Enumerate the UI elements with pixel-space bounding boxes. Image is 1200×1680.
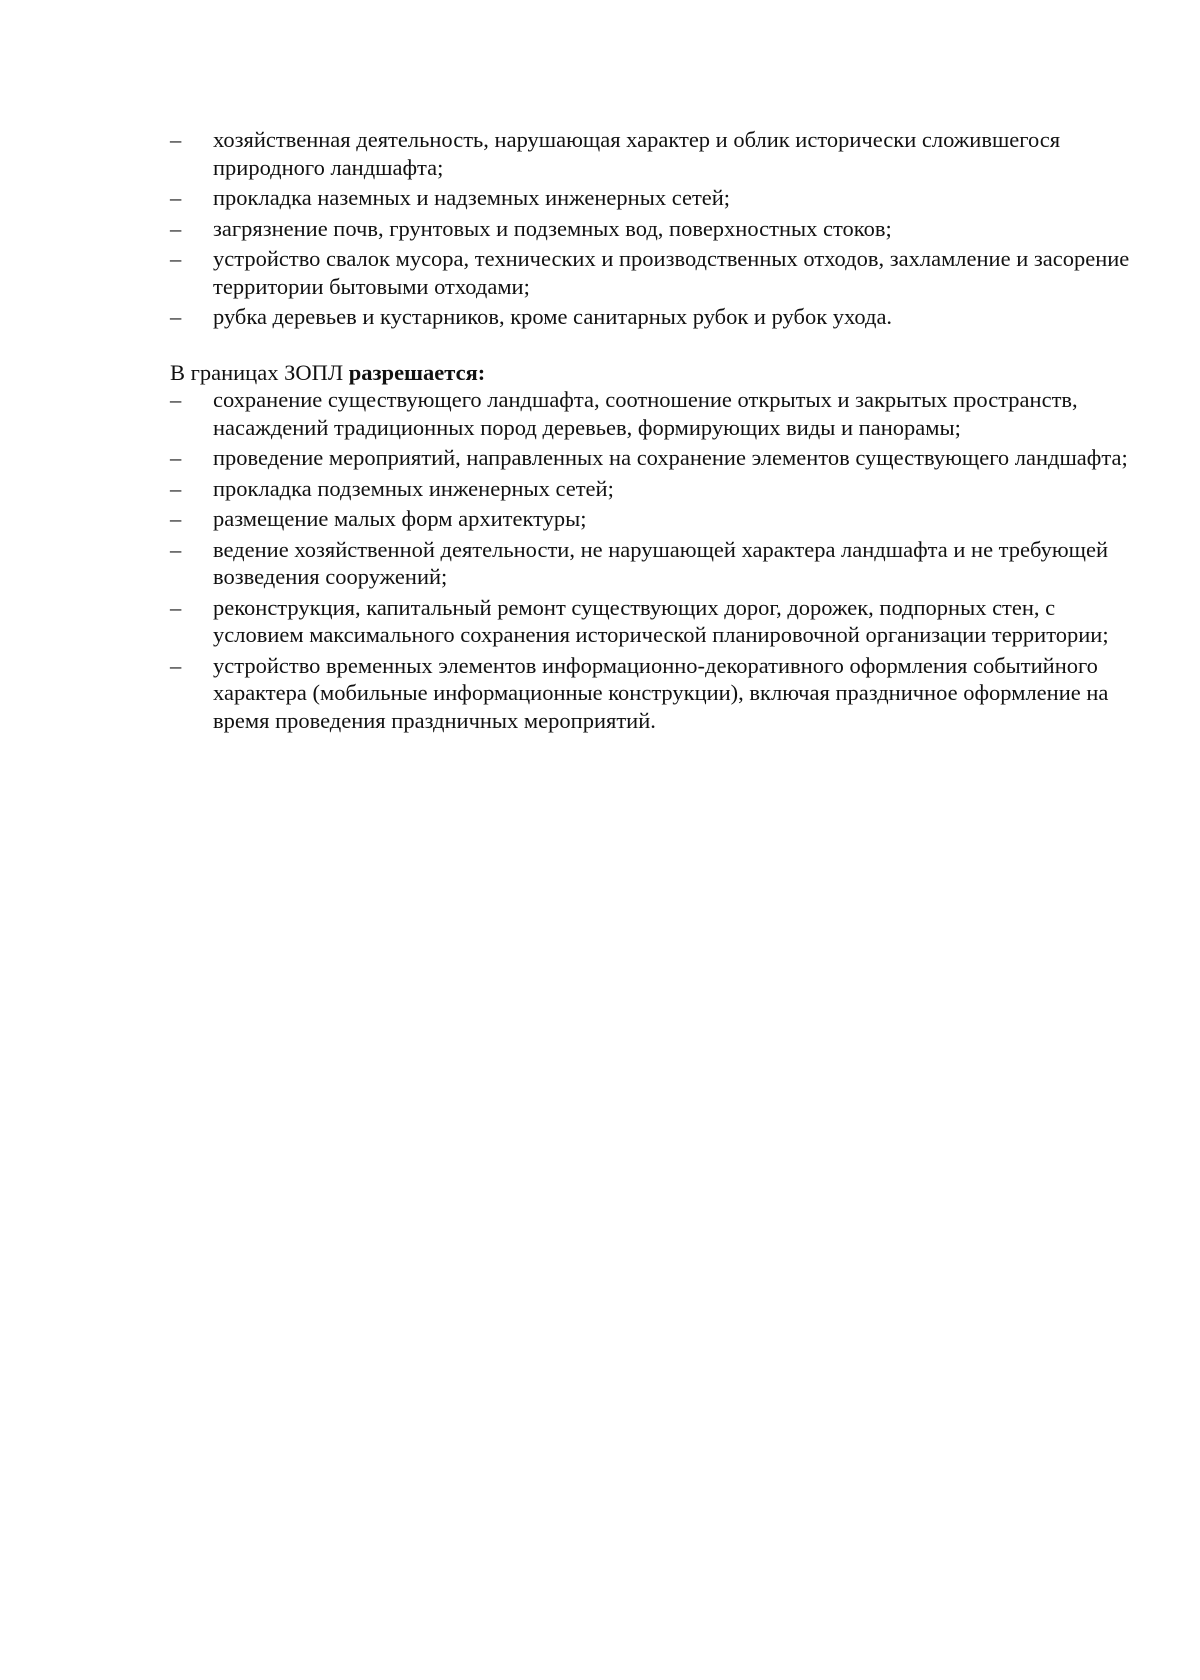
dash-bullet: – [170, 304, 182, 329]
dash-bullet: – [170, 594, 182, 620]
list-item [170, 245, 1130, 300]
list-item-text: размещение малых форм архитектуры; [213, 506, 587, 531]
list-item-text: проведение мероприятий, направленных на сохранение элементов существующего ландшафта; [213, 445, 1128, 470]
list-item-text: хозяйственная деятельность, нарушающая характер и облик исторически сложившегося природного ландшафта; [213, 127, 1061, 180]
list-item-text: загрязнение почв, грунтовых и подземных вод, поверхностных стоков; [213, 215, 892, 241]
list-item [170, 475, 1130, 503]
list-item-text: рубка деревьев и кустарников, кроме санитарных рубок и рубок ухода. [213, 304, 893, 329]
list-item [170, 444, 1130, 472]
dash-bullet: – [170, 475, 182, 501]
permitted-heading-lead: В границах ЗОПЛ [170, 359, 349, 385]
dash-bullet: – [170, 387, 182, 412]
list-item [170, 126, 1130, 181]
list-item [170, 215, 1130, 243]
list-item-text: устройство свалок мусора, технических и производственных отходов, захламление и засорение территории бытовыми отходами; [213, 246, 1130, 299]
list-item [170, 505, 1130, 533]
list-item-text: прокладка наземных и надземных инженерных сетей; [213, 185, 731, 210]
dash-bullet: – [170, 652, 182, 678]
permitted-heading-bold: разрешается: [348, 359, 486, 385]
list-item-text: прокладка подземных инженерных сетей; [213, 475, 614, 501]
list-item-text: ведение хозяйственной деятельности, не нарушающей характера ландшафта и не требующей возведения сооружений; [213, 536, 1109, 589]
dash-bullet: – [170, 445, 182, 470]
dash-bullet: – [170, 215, 182, 241]
list-item-text: реконструкция, капитальный ремонт существующих дорог, дорожек, подпорных стен, с условием максимального сохранения исторической планировочной организации территории; [213, 594, 1109, 647]
document-body [170, 126, 1130, 737]
permitted-list [170, 386, 1130, 734]
dash-bullet: – [170, 185, 182, 210]
list-item-text: устройство временных элементов информационно-декоративного оформления событийного характера (мобильные информационные конструкции), включая праздничное оформление на время проведения праздничных мероприятий. [213, 652, 1109, 733]
dash-bullet: – [170, 246, 182, 271]
list-item [170, 303, 1130, 331]
list-item [170, 184, 1130, 212]
permitted-heading [170, 359, 1130, 387]
list-item-text: сохранение существующего ландшафта, соотношение открытых и закрытых пространств, насаждений традиционных пород деревьев, формирующих виды и панорамы; [213, 387, 1078, 440]
list-item [170, 386, 1130, 441]
dash-bullet: – [170, 127, 182, 152]
prohibited-list [170, 126, 1130, 331]
dash-bullet: – [170, 506, 182, 531]
list-item [170, 594, 1130, 649]
dash-bullet: – [170, 536, 182, 562]
list-item [170, 652, 1130, 735]
list-item [170, 536, 1130, 591]
